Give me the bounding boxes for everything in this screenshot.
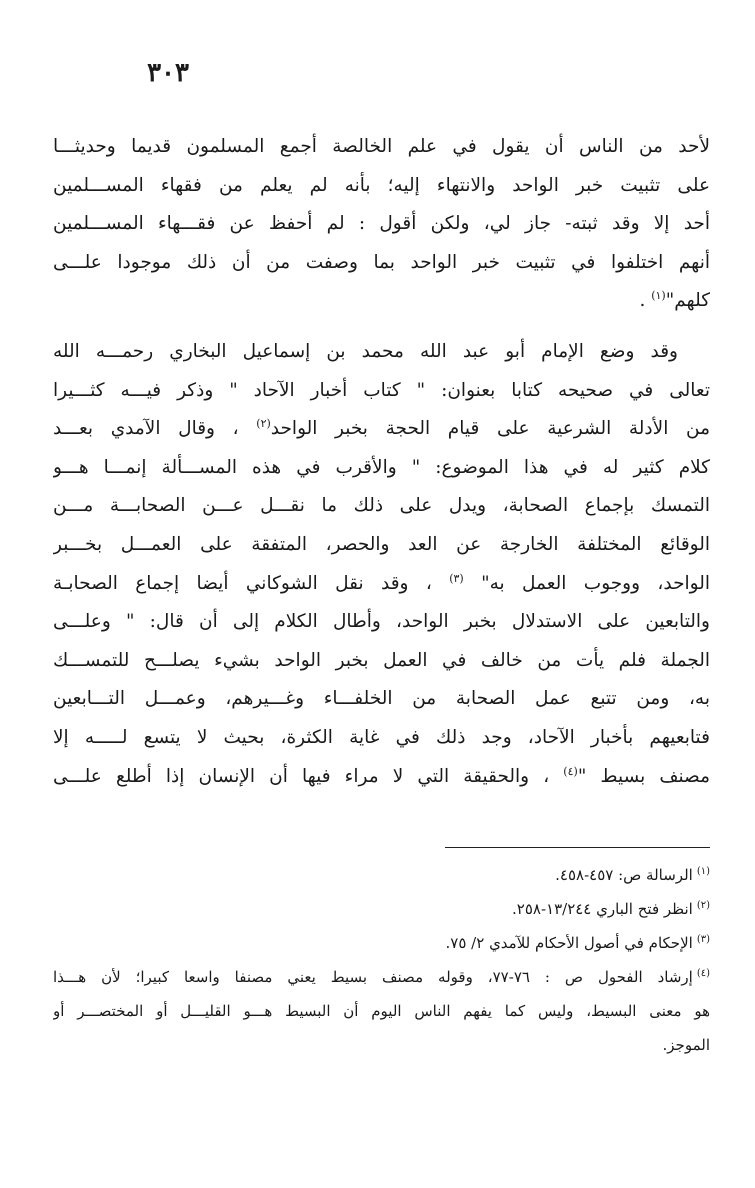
page-number: ٣٠٣ [147, 58, 189, 88]
footnote-text: الرسالة ص: ٤٥٧-٤٥٨. [555, 866, 693, 884]
text-line [53, 758, 710, 797]
footnote-number: (١) [696, 866, 710, 877]
text-line: كلام كثير له في هذا الموضوع: " والأقرب في هذه المســـألة إنمـــا هـــو [53, 456, 710, 478]
text-segment: كلهم" [665, 290, 710, 312]
text-line: فتابعيهم بأخبار الآحاد، وجد ذلك في غاية الكثرة، بحيث لا يتسع لـــــه إلا [53, 726, 710, 748]
text-line: وقد وضع الإمام أبو عبد الله محمد بن إسماعيل البخاري رحمـــه الله [53, 340, 678, 362]
text-line [53, 410, 710, 449]
footnote-4 [53, 960, 710, 994]
text-line: أنهم اختلفوا في تثبيت خبر الواحد بما وصفت من أن ذلك موجودا علـــى [53, 251, 710, 273]
text-line: الجملة فلم يأت من خالف في العمل بخبر الواحد بشيء يصلـــح للتمســـك [53, 649, 710, 671]
text-line [53, 282, 710, 321]
text-segment: مصنف بسيط " [577, 765, 710, 787]
footnote-4-end: الموجز. [662, 1036, 710, 1054]
footnote-number: (٤) [696, 968, 710, 979]
footnotes [53, 858, 710, 1062]
footnote-1 [53, 858, 710, 892]
text-line: لأحد من الناس أن يقول في علم الخالصة أجمع المسلمون قديما وحديثـــا [53, 136, 710, 157]
text-line: والتابعين على الاستدلال بخبر الواحد، وأطال الكلام إلى أن قال: " وعلـــى [53, 611, 710, 633]
main-text [53, 128, 710, 796]
text-segment: ، وقال الآمدي بعـــد [53, 418, 257, 440]
text-segment: الواحد، ووجوب العمل به" [463, 572, 710, 594]
footnote-separator [445, 847, 710, 848]
text-line: التمسك بإجماع الصحابة، ويدل على ذلك ما نقـــل عـــن الصحابـــة مـــن [53, 495, 710, 517]
text-line: به، ومن تتبع عمل الصحابة من الخلفـــاء وغـــيرهم، وعمـــل التـــابعين [53, 688, 710, 710]
text-line [53, 565, 710, 604]
footnote-ref-1[interactable]: (١) [651, 289, 666, 303]
footnote-ref-4[interactable]: (٤) [563, 764, 578, 778]
footnote-ref-3[interactable]: (٣) [449, 571, 464, 585]
footnote-3 [53, 926, 710, 960]
footnote-text: انظر فتح الباري ١٣/٢٤٤-٢٥٨. [512, 900, 693, 918]
footnote-ref-2[interactable]: (٢) [256, 417, 271, 430]
footnote-4-continued: هو معنى البسيط، وليس كما يفهم الناس اليوم أن البسيط هـــو القليـــل أو المختصـــر أو [53, 1002, 710, 1020]
text-segment: . [639, 290, 652, 312]
text-line: تعالى في صحيحه كتابا بعنوان: " كتاب أخبار الآحاد " وذكر فيـــه كثـــيرا [53, 379, 710, 401]
footnote-number: (٣) [696, 934, 710, 945]
footnote-2 [53, 892, 710, 926]
text-segment: من الأدلة الشرعية على قيام الحجة بخبر الواحد [270, 418, 710, 440]
text-segment: ، وقد نقل الشوكاني أيضا إجماع الصحابـة [53, 572, 450, 594]
text-line: الوقائع المختلفة الخارجة عن العد والحصر، المتفقة على العمـــل بخـــبر [53, 533, 710, 555]
footnote-text: الإحكام في أصول الأحكام للآمدي ٢/ ٧٥. [445, 934, 693, 952]
footnote-text: إرشاد الفحول ص : ٧٦-٧٧، وقوله مصنف بسيط يعني مصنفا واسعا كبيرا؛ لأن هـــذا [53, 968, 693, 986]
text-line: على تثبيت خبر الواحد والانتهاء إليه؛ بأنه لم يعلم من فقهاء المســـلمين [53, 174, 710, 196]
footnote-number: (٢) [696, 900, 710, 911]
text-segment: ، والحقيقة التي لا مراء فيها أن الإنسان إذا أطلع علـــى [53, 765, 564, 787]
text-line: أحد إلا وقد ثبته- جاز لي، ولكن أقول : لم أحفظ عن فقـــهاء المســـلمين [53, 213, 710, 235]
